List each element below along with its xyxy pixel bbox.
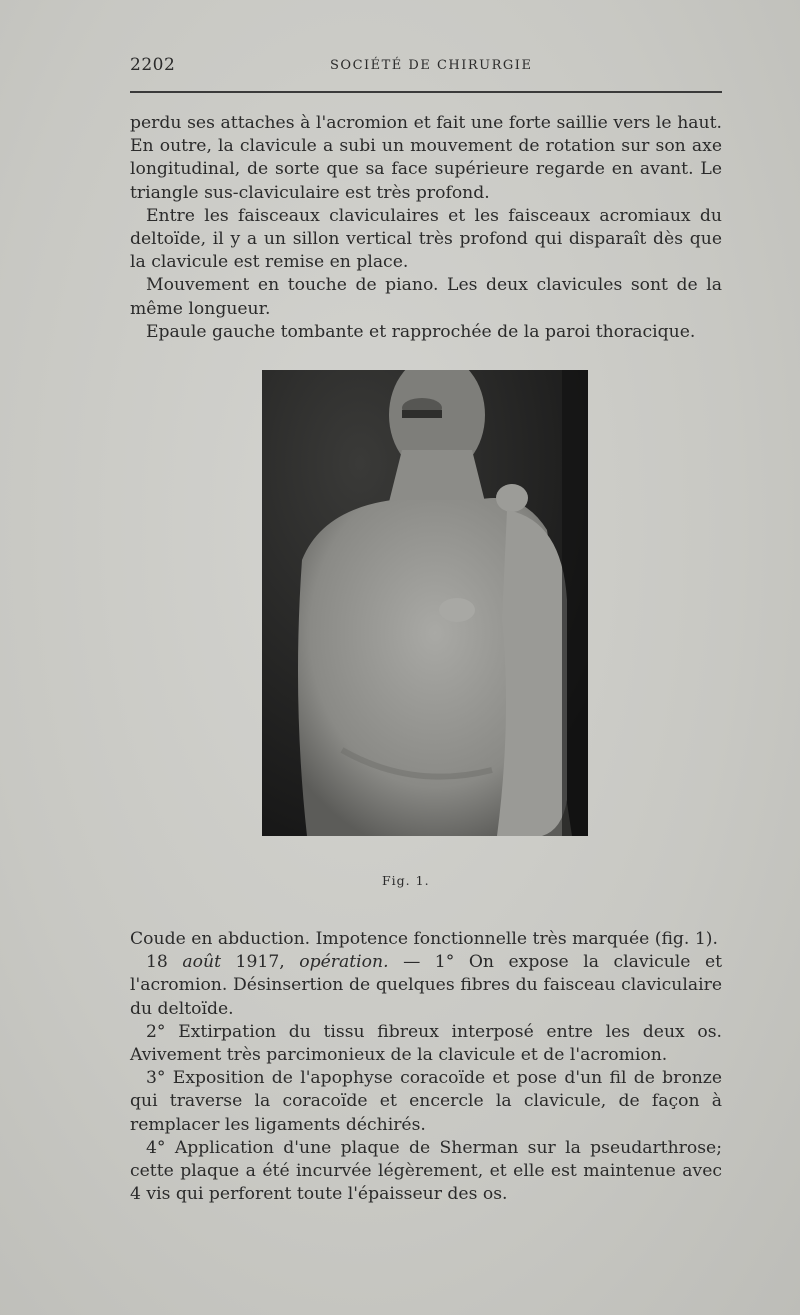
text-block-top: [130, 112, 722, 344]
text-block-bottom: [130, 928, 722, 1206]
date-year: 1917,: [235, 952, 285, 973]
date-day: 18: [146, 952, 168, 973]
running-title: SOCIÉTÉ DE CHIRURGIE: [330, 58, 533, 73]
paragraph: 2° Extirpation du tissu fibreux interposé entre les deux os. Avivement très parcimonieux de la clavicule et de l'acromion.: [130, 1021, 722, 1066]
page-number: 2202: [130, 55, 176, 75]
page-header: [130, 55, 722, 83]
figure-photograph: [262, 370, 588, 836]
paragraph: Mouvement en touche de piano. Les deux clavicules sont de la même longueur.: [130, 275, 722, 319]
paragraph: Epaule gauche tombante et rapprochée de la paroi thoracique.: [146, 321, 696, 342]
paragraph: Entre les faisceaux claviculaires et les faisceaux acromiaux du deltoïde, il y a un sillon vertical très profond qui disparaît dès que la clavicule est remise en place.: [130, 205, 722, 273]
operation-label: opération.: [299, 952, 389, 973]
paragraph: perdu ses attaches à l'acromion et fait une forte saillie vers le haut. En outre, la clavicule a subi un mouvement de rotation sur son axe longitudinal, de sorte que sa face supérieure regarde en avant. Le triangle sus-claviculaire est très profond.: [130, 113, 722, 203]
patient-photo-illustration: [262, 370, 588, 836]
figure-caption: Fig. 1.: [382, 873, 430, 888]
operation-step-1: — 1° On expose la clavicule et l'acromion. Désinsertion de quelques fibres du faisceau claviculaire du deltoïde.: [130, 952, 723, 1019]
paragraph: 4° Application d'une plaque de Sherman sur la pseudarthrose; cette plaque a été incurvée légèrement, et elle est maintenue avec 4 vis qui perforent toute l'épaisseur des os.: [130, 1137, 722, 1205]
paragraph-operation: [130, 951, 722, 1021]
paragraph: Coude en abduction. Impotence fonctionnelle très marquée (fig. 1).: [130, 929, 718, 949]
date-month: août: [182, 952, 221, 973]
header-rule: [130, 91, 722, 93]
paragraph: 3° Exposition de l'apophyse coracoïde et pose d'un fil de bronze qui traverse la coracoïde et encercle la clavicule, de façon à remplacer les ligaments déchirés.: [130, 1068, 722, 1135]
